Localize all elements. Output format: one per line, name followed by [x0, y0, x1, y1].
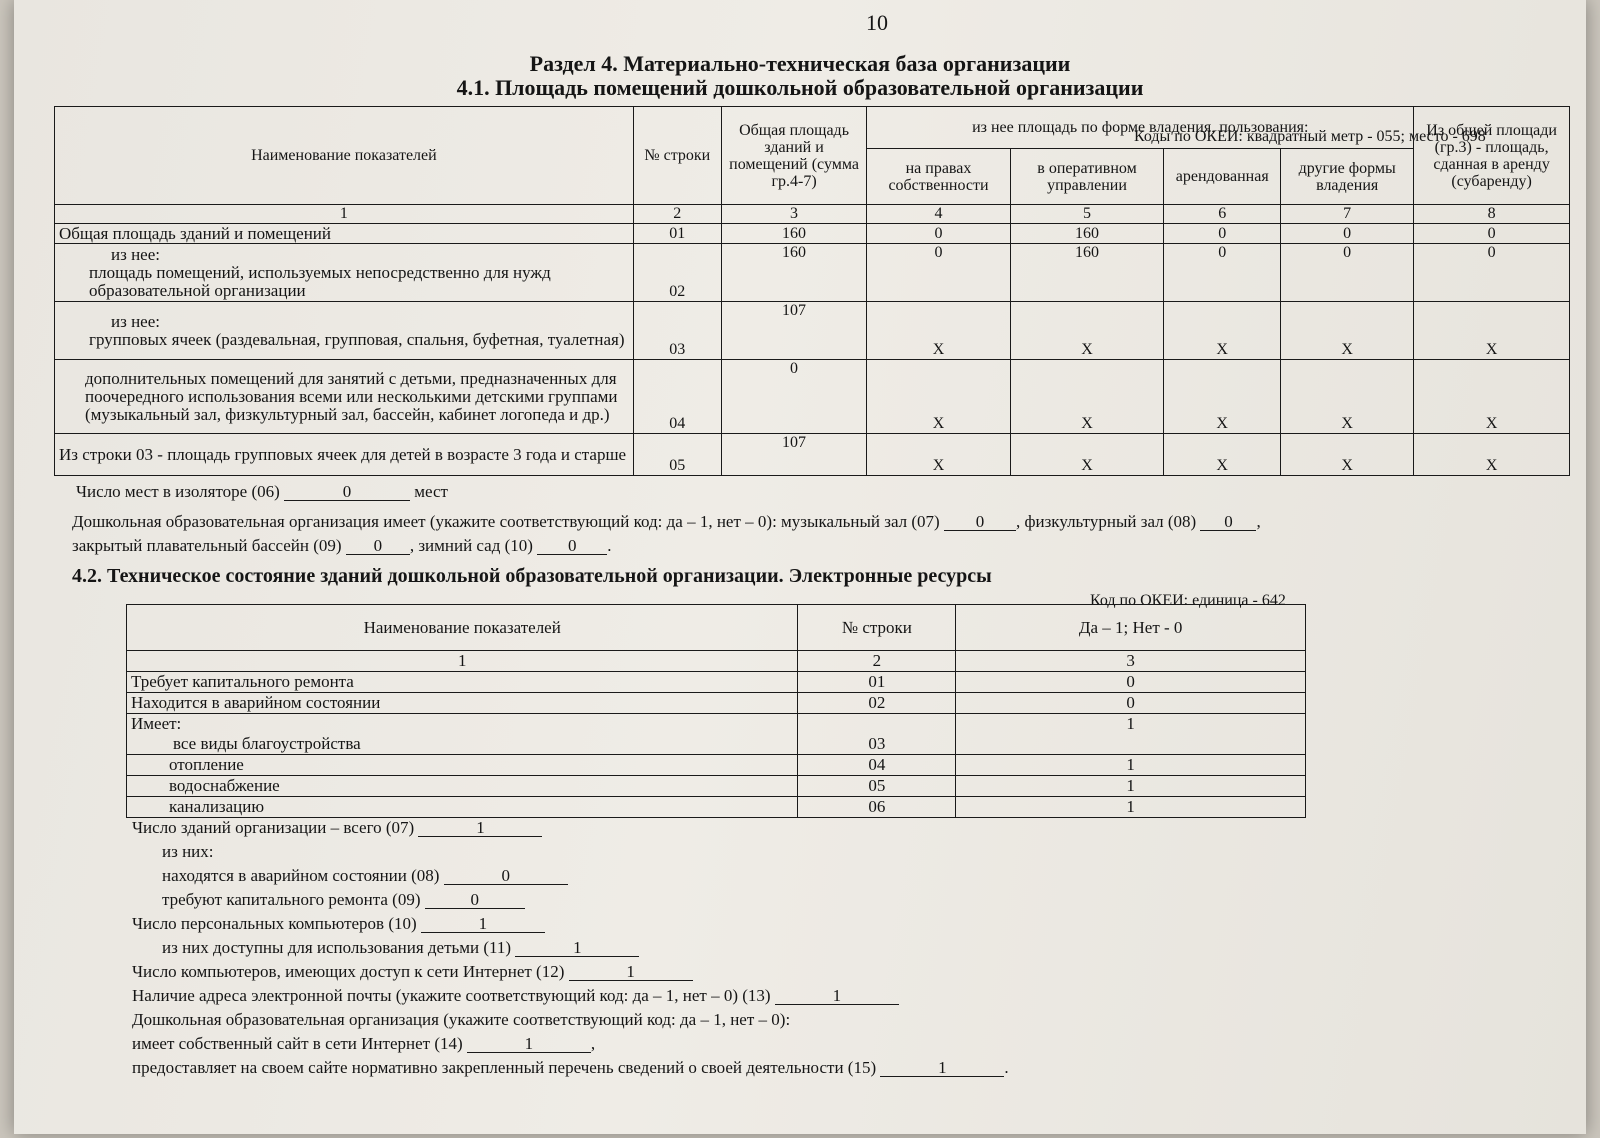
cell-value: Х [1010, 434, 1164, 476]
pc-line [132, 914, 545, 934]
row-number: 01 [798, 672, 956, 693]
table-row [127, 755, 1306, 776]
col-number: 8 [1414, 205, 1570, 224]
table-row [127, 714, 1306, 755]
table-row [55, 360, 1570, 434]
col-number: 1 [55, 205, 634, 224]
cell-value: Х [1010, 302, 1164, 360]
cell-value: 0 [956, 672, 1306, 693]
winter-garden-value[interactable]: 0 [537, 538, 607, 555]
info-value[interactable]: 1 [880, 1060, 1004, 1077]
col-number: 6 [1164, 205, 1281, 224]
pool-value[interactable]: 0 [346, 538, 410, 555]
header-value: Да – 1; Нет - 0 [956, 605, 1306, 651]
header-row-no: № строки [798, 605, 956, 651]
row-name: Требует капитального ремонта [127, 672, 798, 693]
cell-value: Х [1164, 360, 1281, 434]
row-number: 04 [798, 755, 956, 776]
music-hall-value[interactable]: 0 [944, 514, 1016, 531]
row-number: 03 [798, 714, 956, 755]
org-line: Дошкольная образовательная организация (укажите соответствующий код: да – 1, нет – 0): [132, 1010, 791, 1029]
info-label: предоставляет на своем сайте нормативно закрепленный перечень сведений о своей деятельности (15) [132, 1058, 877, 1077]
cell-value: Х [867, 434, 1010, 476]
isolator-unit: мест [414, 482, 448, 501]
cell-value: 1 [956, 776, 1306, 797]
buildings-line [132, 818, 542, 838]
cell-value: 0 [867, 224, 1010, 244]
header-own: на правах собственности [867, 149, 1010, 205]
pc-value[interactable]: 1 [421, 916, 545, 933]
row-name: Находится в аварийном состоянии [127, 693, 798, 714]
row-name: Из строки 03 - площадь групповых ячеек для детей в возрасте 3 года и старше [55, 434, 634, 476]
table-row [55, 302, 1570, 360]
technical-state-table [126, 604, 1306, 818]
buildings-label: Число зданий организации – всего (07) [132, 818, 415, 837]
cell-value: Х [1010, 360, 1164, 434]
pc-children-label: из них доступны для использования детьми (11) [162, 938, 512, 957]
music-hall-label: музыкальный зал (07) [781, 512, 940, 531]
col-number: 3 [721, 205, 866, 224]
facilities-label: Дошкольная образовательная организация имеет (укажите соответствующий код: да – 1, нет – 0): [72, 512, 777, 531]
row-number: 02 [798, 693, 956, 714]
header-ownership-group: из нее площадь по форме владения, пользования: [867, 107, 1414, 149]
header-sublease: Из общей площади (гр.3) - площадь, сданная в аренду (субаренду) [1414, 107, 1570, 205]
col-number: 2 [633, 205, 721, 224]
facilities-line-1: Дошкольная образовательная организация имеет (укажите соответствующий код: да – 1, нет – 0): музыкальный зал (07) 0 , физкультурный зал (08) 0 , [72, 512, 1261, 531]
table-row [127, 693, 1306, 714]
cell-value: 0 [956, 693, 1306, 714]
cell-value: Х [1281, 434, 1414, 476]
row-name: водоснабжение [127, 776, 798, 797]
pc-children-value[interactable]: 1 [515, 940, 639, 957]
col-number: 1 [127, 651, 798, 672]
email-label: Наличие адреса электронной почты (укажите соответствующий код: да – 1, нет – 0) (13) [132, 986, 771, 1005]
email-value[interactable]: 1 [775, 988, 899, 1005]
of-them-line: из них: [162, 842, 214, 861]
cell-value: Х [867, 302, 1010, 360]
okei-codes-table1: Коды по ОКЕИ: квадратный метр - 055; место - 698 [1134, 128, 1486, 145]
cell-value: 160 [721, 244, 866, 302]
cell-value: Х [867, 360, 1010, 434]
row-prefix: из нее: [111, 311, 160, 331]
header-row-no: № строки [633, 107, 721, 205]
col-number: 4 [867, 205, 1010, 224]
site-value[interactable]: 1 [467, 1036, 591, 1053]
isolator-label: Число мест в изоляторе (06) [76, 482, 280, 501]
cell-value: 160 [1010, 224, 1164, 244]
row-name: отопление [127, 755, 798, 776]
col-number: 7 [1281, 205, 1414, 224]
page-number: 10 [866, 10, 888, 35]
cell-value: Х [1281, 360, 1414, 434]
emergency-line [162, 866, 568, 886]
row-name: канализацию [127, 797, 798, 818]
table-row [55, 224, 1570, 244]
table-row [127, 672, 1306, 693]
cell-value: 0 [1414, 244, 1570, 302]
col-number: 2 [798, 651, 956, 672]
row-number: 03 [633, 302, 721, 360]
form-page [14, 0, 1586, 1134]
pc-children-line [162, 938, 639, 958]
gym-label: физкультурный зал (08) [1024, 512, 1197, 531]
column-numbers-row [55, 205, 1570, 224]
cell-value: 107 [721, 434, 866, 476]
column-numbers-row [127, 651, 1306, 672]
cell-value: 160 [721, 224, 866, 244]
table-row [55, 244, 1570, 302]
isolator-line [76, 482, 448, 502]
winter-garden-label: зимний сад (10) [418, 536, 533, 555]
gym-value[interactable]: 0 [1200, 514, 1256, 531]
cell-value: 0 [1164, 244, 1281, 302]
email-line [132, 986, 899, 1006]
row-name-cell [55, 244, 634, 302]
cell-value: 1 [956, 714, 1306, 755]
cell-value: 0 [1164, 224, 1281, 244]
internet-line [132, 962, 693, 982]
row-prefix: из нее: [111, 244, 160, 264]
row-name-cell [127, 714, 798, 755]
row-number: 06 [798, 797, 956, 818]
internet-label: Число компьютеров, имеющих доступ к сети Интернет (12) [132, 962, 565, 981]
site-label: имеет собственный сайт в сети Интернет (14) [132, 1034, 463, 1053]
cell-value: 160 [1010, 244, 1164, 302]
facilities-line-2: закрытый плавательный бассейн (09) 0 , зимний сад (10) 0 . [72, 536, 612, 555]
header-operative: в оперативном управлении [1010, 149, 1164, 205]
subsection-42-title: 4.2. Техническое состояние зданий дошкольной образовательной организации. Электронные ресурсы [72, 565, 992, 587]
table-row [127, 776, 1306, 797]
row-number: 04 [633, 360, 721, 434]
row-name: все виды благоустройства [173, 734, 361, 753]
okei-codes-table2: Код по ОКЕИ: единица - 642 [1090, 592, 1286, 609]
row-prefix: Имеет: [131, 714, 182, 733]
cell-value: 0 [1281, 224, 1414, 244]
info-line: предоставляет на своем сайте нормативно закрепленный перечень сведений о своей деятельности (15) 1 . [132, 1058, 1009, 1077]
cell-value: 0 [721, 360, 866, 434]
repair-label: требуют капитального ремонта (09) [162, 890, 421, 909]
header-rented: арендованная [1164, 149, 1281, 205]
section-title: Раздел 4. Материально-техническая база организации [529, 51, 1071, 76]
cell-value: 1 [956, 755, 1306, 776]
table-row [127, 797, 1306, 818]
pool-label: закрытый плавательный бассейн (09) [72, 536, 342, 555]
cell-value: Х [1164, 434, 1281, 476]
cell-value: 107 [721, 302, 866, 360]
pc-label: Число персональных компьютеров (10) [132, 914, 417, 933]
repair-line [162, 890, 525, 910]
row-number: 05 [633, 434, 721, 476]
cell-value: 0 [867, 244, 1010, 302]
cell-value: 0 [1414, 224, 1570, 244]
repair-value[interactable]: 0 [425, 892, 525, 909]
row-name: групповых ячеек (раздевальная, групповая, спальня, буфетная, туалетная) [89, 329, 625, 349]
isolator-value[interactable]: 0 [284, 484, 410, 501]
cell-value: Х [1281, 302, 1414, 360]
buildings-value[interactable]: 1 [418, 820, 542, 837]
emergency-label: находятся в аварийном состоянии (08) [162, 866, 440, 885]
row-number: 02 [633, 244, 721, 302]
col-number: 3 [956, 651, 1306, 672]
row-number: 05 [798, 776, 956, 797]
cell-value: Х [1414, 360, 1570, 434]
area-table [54, 106, 1570, 476]
col-number: 5 [1010, 205, 1164, 224]
cell-value: 1 [956, 797, 1306, 818]
cell-value: Х [1414, 302, 1570, 360]
row-name: Общая площадь зданий и помещений [55, 224, 634, 244]
cell-value: Х [1414, 434, 1570, 476]
cell-value: Х [1164, 302, 1281, 360]
subsection-41-title: 4.1. Площадь помещений дошкольной образовательной организации [456, 75, 1144, 100]
site-line: имеет собственный сайт в сети Интернет (14) 1 , [132, 1034, 596, 1053]
header-name: Наименование показателей [55, 107, 634, 205]
header-total: Общая площадь зданий и помещений (сумма гр.4-7) [721, 107, 866, 205]
row-number: 01 [633, 224, 721, 244]
header-other: другие формы владения [1281, 149, 1414, 205]
table-row [55, 434, 1570, 476]
row-name: дополнительных помещений для занятий с детьми, предназначенных для поочередного использования всеми или несколькими детскими группами (музыкальный зал, физкультурный зал, бассейн, кабинет логопеда и др.) [55, 360, 634, 434]
cell-value: 0 [1281, 244, 1414, 302]
header-name: Наименование показателей [127, 605, 798, 651]
internet-value[interactable]: 1 [569, 964, 693, 981]
row-name-cell [55, 302, 634, 360]
row-name: площадь помещений, используемых непосредственно для нужд образовательной организации [89, 262, 551, 300]
emergency-value[interactable]: 0 [444, 868, 568, 885]
